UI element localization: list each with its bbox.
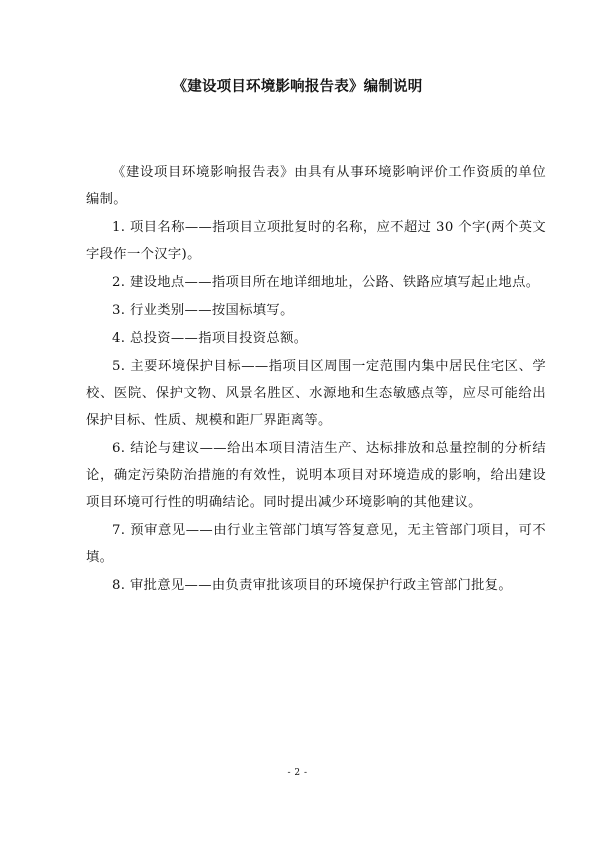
- item-preliminary-review: 7. 预审意见——由行业主管部门填写答复意见，无主管部门项目，可不填。: [86, 523, 546, 565]
- page-number: - 2 -: [287, 768, 308, 778]
- item-construction-site: 2. 建设地点——指项目所在地详细地址，公路、铁路应填写起止地点。: [112, 275, 540, 290]
- item-conclusions: 6. 结论与建议——给出本项目清洁生产、达标排放和总量控制的分析结论，确定污染防治措施的有效性，说明本项目对环境造成的影响，给出建设项目环境可行性的明确结论。同时提出减少环境影响的其他建议。: [86, 441, 546, 510]
- item-protection-targets: 5. 主要环境保护目标——指项目区周围一定范围内集中居民住宅区、学校、医院、保护文物、风景名胜区、水源地和生态敏感点等，应尽可能给出保护目标、性质、规模和距厂界距离等。: [86, 359, 546, 428]
- intro-paragraph: 《建设项目环境影响报告表》由具有从事环境影响评价工作资质的单位编制。: [86, 165, 546, 207]
- document-body: [86, 159, 546, 600]
- document-title: 《建设项目环境影响报告表》编制说明: [172, 79, 423, 95]
- item-industry-category: 3. 行业类别——按国标填写。: [112, 303, 294, 318]
- item-project-name: 1. 项目名称——指项目立项批复时的名称，应不超过 30 个字(两个英文字段作一个汉字)。: [86, 220, 546, 262]
- item-total-investment: 4. 总投资——指项目投资总额。: [112, 331, 308, 346]
- item-approval-opinion: 8. 审批意见——由负责审批该项目的环境保护行政主管部门批复。: [112, 578, 513, 593]
